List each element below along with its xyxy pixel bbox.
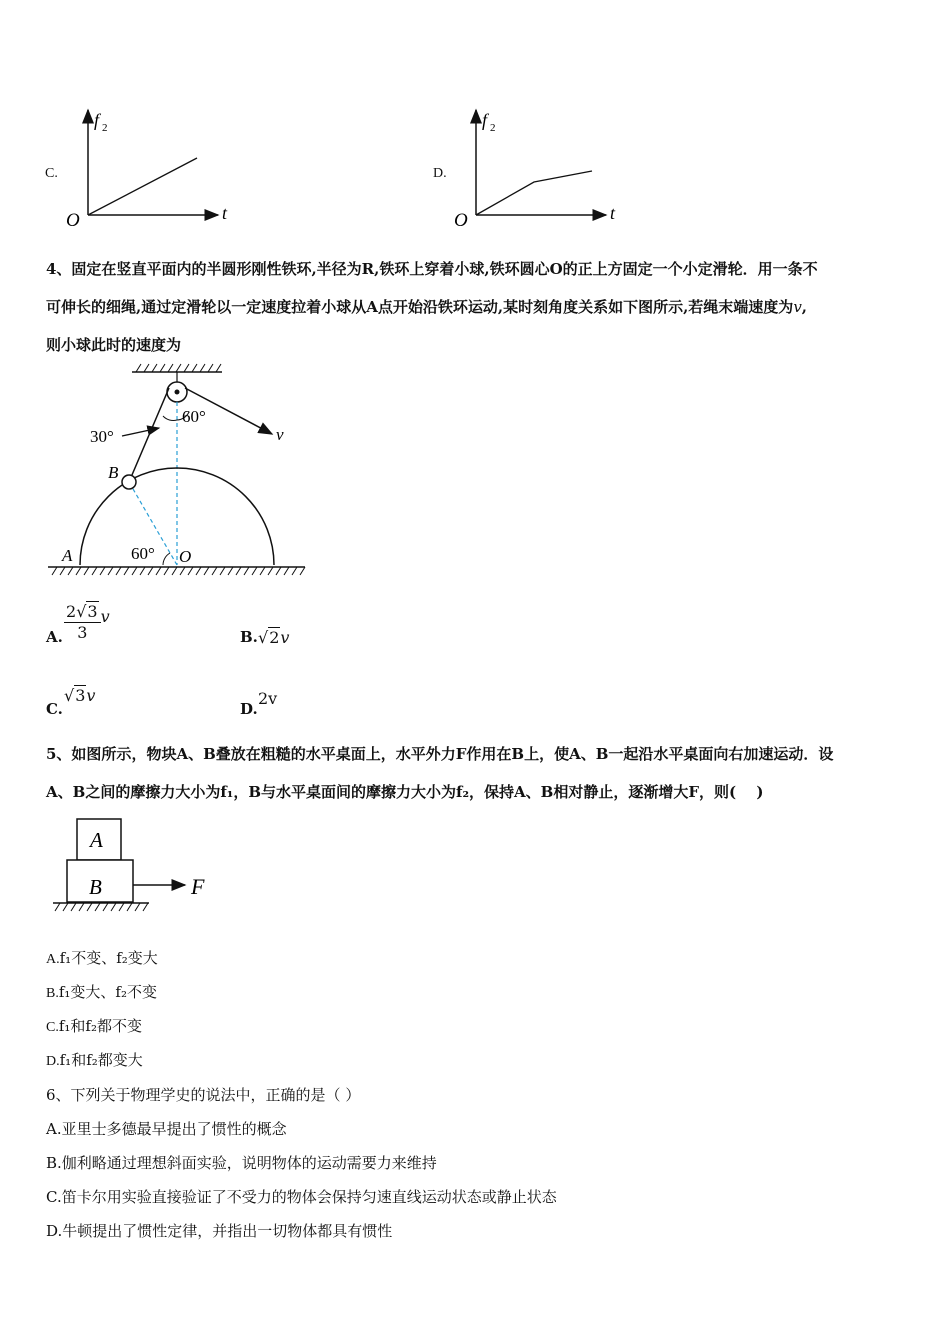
q4-stem-line2-text: 可伸长的细绳,通过定滑轮以一定速度拉着小球从A点开始沿铁环运动,某时刻角度关系如下图所示,若绳末端速度为 [46,298,794,316]
q6-stem: 6、下列关于物理学史的说法中，正确的是（ ） [46,1086,361,1104]
fraction [64,602,101,643]
q4-stem-line3: 则小球此时的速度为 [46,336,182,354]
q5-option-c-label: C. [46,1020,59,1035]
q5-option-a-label: A. [46,952,60,967]
variable: v [86,686,96,705]
q5-option-b[interactable] [46,981,157,1005]
q3-graph-c [60,100,240,230]
angle-60-bottom-label: 60° [131,544,155,563]
q5-option-b-label: B. [46,986,59,1001]
q6-option-b[interactable]: B.伽利略通过理想斜面实验，说明物体的运动需要力来维持 [46,1154,437,1172]
q6-option-c[interactable]: C.笛卡尔用实验直接验证了不受力的物体会保持匀速直线运动状态或静止状态 [46,1188,557,1206]
variable: v [280,628,290,647]
point-a-label: A [62,546,73,565]
y-axis-subscript: 2 [102,122,108,134]
sqrt: √3 [64,686,86,705]
q4-stem-line2 [46,296,807,318]
q4-option-c-value [64,686,95,705]
q4-figure [40,360,320,585]
velocity-label: v [276,425,284,444]
q5-option-a-text: f₁不变、f₂变大 [59,949,158,967]
radicand: 3 [87,602,98,621]
q4-stem-v: v [793,298,802,316]
angle-arc-top [163,416,177,421]
angle-arc-bottom [163,553,170,565]
f2-line [88,158,197,215]
q6-option-a[interactable]: A.亚里士多德最早提出了惯性的概念 [46,1120,287,1138]
q5-figure [45,812,225,922]
denominator: 3 [77,623,88,642]
q4-option-b-value [258,628,289,647]
q3-option-d-label[interactable]: D. [433,166,447,181]
q5-option-c-text: f₁和f₂都不变 [58,1017,142,1035]
q4-option-d-label[interactable]: D. [240,700,258,718]
y-axis-subscript: 2 [490,122,496,134]
q5-option-a[interactable] [46,947,158,971]
y-axis-label: f [94,110,100,130]
q4-option-a-label[interactable]: A. [46,628,63,646]
x-axis-label: t [222,203,228,223]
coef: 2 [66,602,77,621]
ground-hatch [48,567,305,575]
q4-stem-comma: , [801,298,808,316]
origin-label: O [454,210,468,230]
q3-graph-d [448,100,628,230]
angle-30-pointer [122,428,159,436]
radicand: 3 [75,686,86,705]
x-axis-label: t [610,203,616,223]
q5-option-d[interactable] [46,1049,143,1073]
block-b-label: B [89,875,102,899]
q4-option-a-value [64,602,110,643]
numerator [64,602,101,623]
origin-label: O [66,210,80,230]
q4-stem-line1: 4、固定在竖直平面内的半圆形刚性铁环,半径为R,铁环上穿着小球,铁环圆心O的正上方固定一个小定滑轮．用一条不 [46,260,818,278]
angle-60-top-label: 60° [182,407,206,426]
q5-option-d-label: D. [46,1054,60,1069]
sqrt: √3 [76,602,98,621]
q3-option-c-label[interactable]: C. [45,166,58,181]
point-b-label: B [108,463,119,482]
q4-option-d-value: 2v [258,689,278,708]
angle-30-label: 30° [90,427,114,446]
pulley-axle [175,390,180,395]
ground-hatch [53,903,149,911]
sqrt: √2 [258,628,280,647]
variable: v [100,607,110,626]
q5-option-b-text: f₁变大、f₂不变 [58,983,157,1001]
ceiling-hatch [132,364,222,372]
block-a-label: A [90,828,103,852]
q6-option-d[interactable]: D.牛顿提出了惯性定律，并指出一切物体都具有惯性 [46,1222,393,1240]
ball-b [122,475,136,489]
q4-option-b-label[interactable]: B. [240,628,258,646]
radicand: 2 [269,628,280,647]
rope-b-to-pulley [129,388,169,482]
y-axis-label: f [482,110,488,130]
q5-option-c[interactable] [46,1015,142,1039]
q4-option-c-label[interactable]: C. [46,700,63,718]
force-label: F [191,874,205,899]
f2-line [476,171,592,215]
q5-stem-line2: A、B之间的摩擦力大小为f₁，B与水平桌面间的摩擦力大小为f₂，保持A、B相对静止，逐渐增大F，则( ) [46,783,764,801]
q5-option-d-text: f₁和f₂都变大 [59,1051,143,1069]
center-o-label: O [179,547,192,566]
q5-stem-line1: 5、如图所示，物块A、B叠放在粗糙的水平桌面上，水平外力F作用在B上，使A、B一起沿水平桌面向右加速运动．设 [46,745,834,763]
